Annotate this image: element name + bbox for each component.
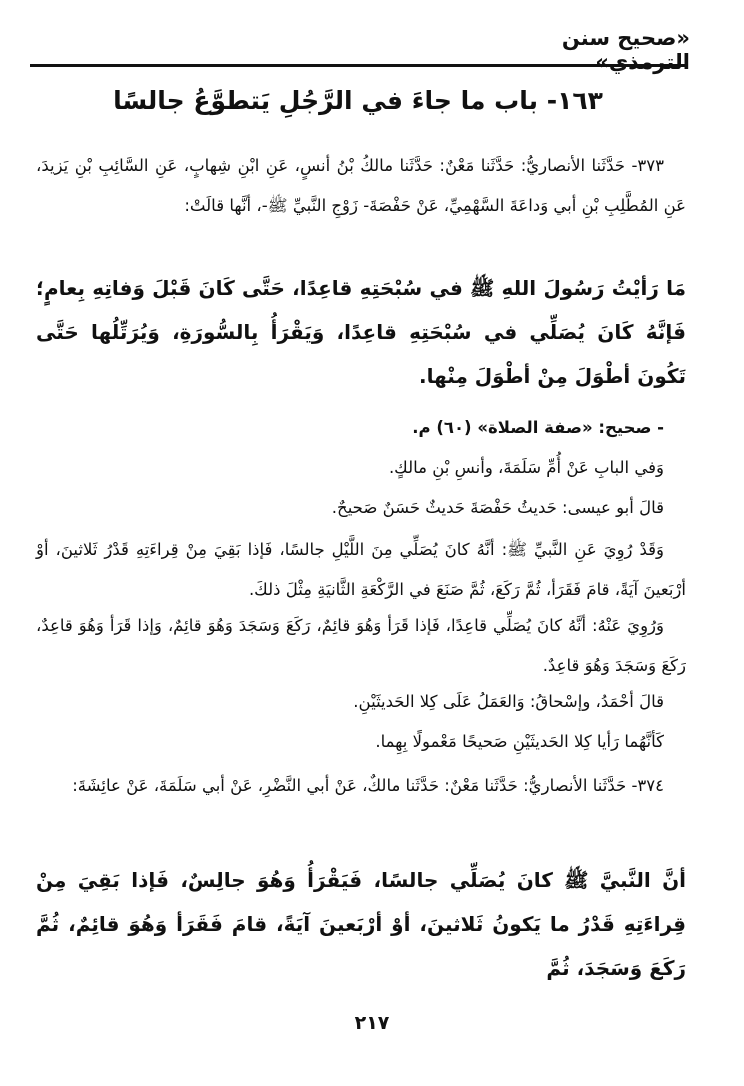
ahmad-ishaq-comment: قالَ أحْمَدُ، وإسْحاقُ: وَالعَمَلُ عَلَى كِلا الحَديثَيْنِ. — [353, 692, 664, 711]
hadith-373-isnad: ٣٧٣- حَدَّثَنا الأنصاريُّ: حَدَّثَنا مَعْنٌ: حَدَّثَنا مالكُ بْنُ أنسٍ، عَنِ ابْنِ شِهابٍ، عَنِ السَّائِبِ بْنِ يَزيدَ، عَنِ المُطَّلِبِ بْنِ أبي وَداعَةَ السَّهْمِيِّ، عَنْ حَفْصَةَ- زَوْجِ النَّبيِّ ﷺ-، أنَّها قالَتْ: — [36, 156, 686, 215]
riwaya-one: وَقَدْ رُوِيَ عَنِ النَّبيِّ ﷺ: أنَّهُ كانَ يُصَلِّي مِنَ اللَّيْلِ جالسًا، فَإذا بَقِيَ مِنْ قِراءَتِهِ قَدْرُ ثَلاثينَ، أوْ أرْبَعينَ آيَةً، قامَ فَقَرَأ، ثُمَّ رَكَعَ، ثُمَّ صَنَعَ في الرَّكْعَةِ الثَّانيَةِ مِثْلَ ذلكَ. — [36, 540, 686, 599]
page-number: ٢١٧ — [354, 1012, 390, 1034]
running-header: «صحيح سنن الترمذي» — [561, 26, 690, 74]
hadith-374-matn: أنَّ النَّبيَّ ﷺ كانَ يُصَلِّي جالسًا، فَيَقْرَأُ وَهُوَ جالِسٌ، فَإذا بَقِيَ مِنْ قِراءَتِهِ قَدْرُ ما يَكونُ ثَلاثينَ، أوْ أرْبَعينَ آيَةً، قامَ فَقَرَأ وَهُوَ قائِمٌ، ثُمَّ رَكَعَ وَسَجَدَ، ثُمَّ — [36, 868, 686, 980]
abu-isa-comment: قالَ أبو عيسى: حَديثُ حَفْصَةَ حَديثٌ حَسَنٌ صَحيحٌ. — [331, 498, 664, 517]
header-rule — [30, 64, 686, 67]
bab-note: وَفي البابِ عَنْ أُمِّ سَلَمَةَ، وأنسِ بْنِ مالكٍ. — [388, 458, 664, 477]
kaannahuma-comment: كَأنَّهُما رَأيا كِلا الحَديثَيْنِ صَحيحًا مَعْمولًا بِهِما. — [375, 732, 664, 751]
hadith-373-grading: - صحيح: «صفة الصلاة» (٦٠) م. — [412, 418, 664, 437]
hadith-373-matn: مَا رَأيْتُ رَسُولَ اللهِ ﷺ في سُبْحَتِهِ قاعِدًا، حَتَّى كَانَ قَبْلَ وَفاتِهِ بِعامٍ؛ فَإنَّهُ كَانَ يُصَلِّي في سُبْحَتِهِ قاعِدًا، وَيَقْرَأُ بِالسُّورَةِ، وَيُرَتِّلُها حَتَّى تَكُونَ أطْوَلَ مِنْ أطْوَلَ مِنْها. — [36, 276, 686, 388]
riwaya-two: وَرُوِيَ عَنْهُ: أنَّهُ كانَ يُصَلِّي قاعِدًا، فَإذا قَرَأ وَهُوَ قائِمٌ، رَكَعَ وَسَجَدَ وَهُوَ قائِمٌ، وَإذا قَرَأ وَهُوَ قاعِدٌ، رَكَعَ وَسَجَدَ وَهُوَ قاعِدٌ. — [36, 616, 686, 675]
hadith-374-isnad: ٣٧٤- حَدَّثَنا الأنصاريُّ: حَدَّثَنا مَعْنٌ: حَدَّثَنا مالكٌ، عَنْ أبي النَّضْرِ، عَنْ أبي سَلَمَةَ، عَنْ عائِشَةَ: — [72, 776, 664, 795]
chapter-title: ١٦٣- باب ما جاءَ في الرَّجُلِ يَتطوَّعُ جالسًا — [113, 86, 603, 115]
